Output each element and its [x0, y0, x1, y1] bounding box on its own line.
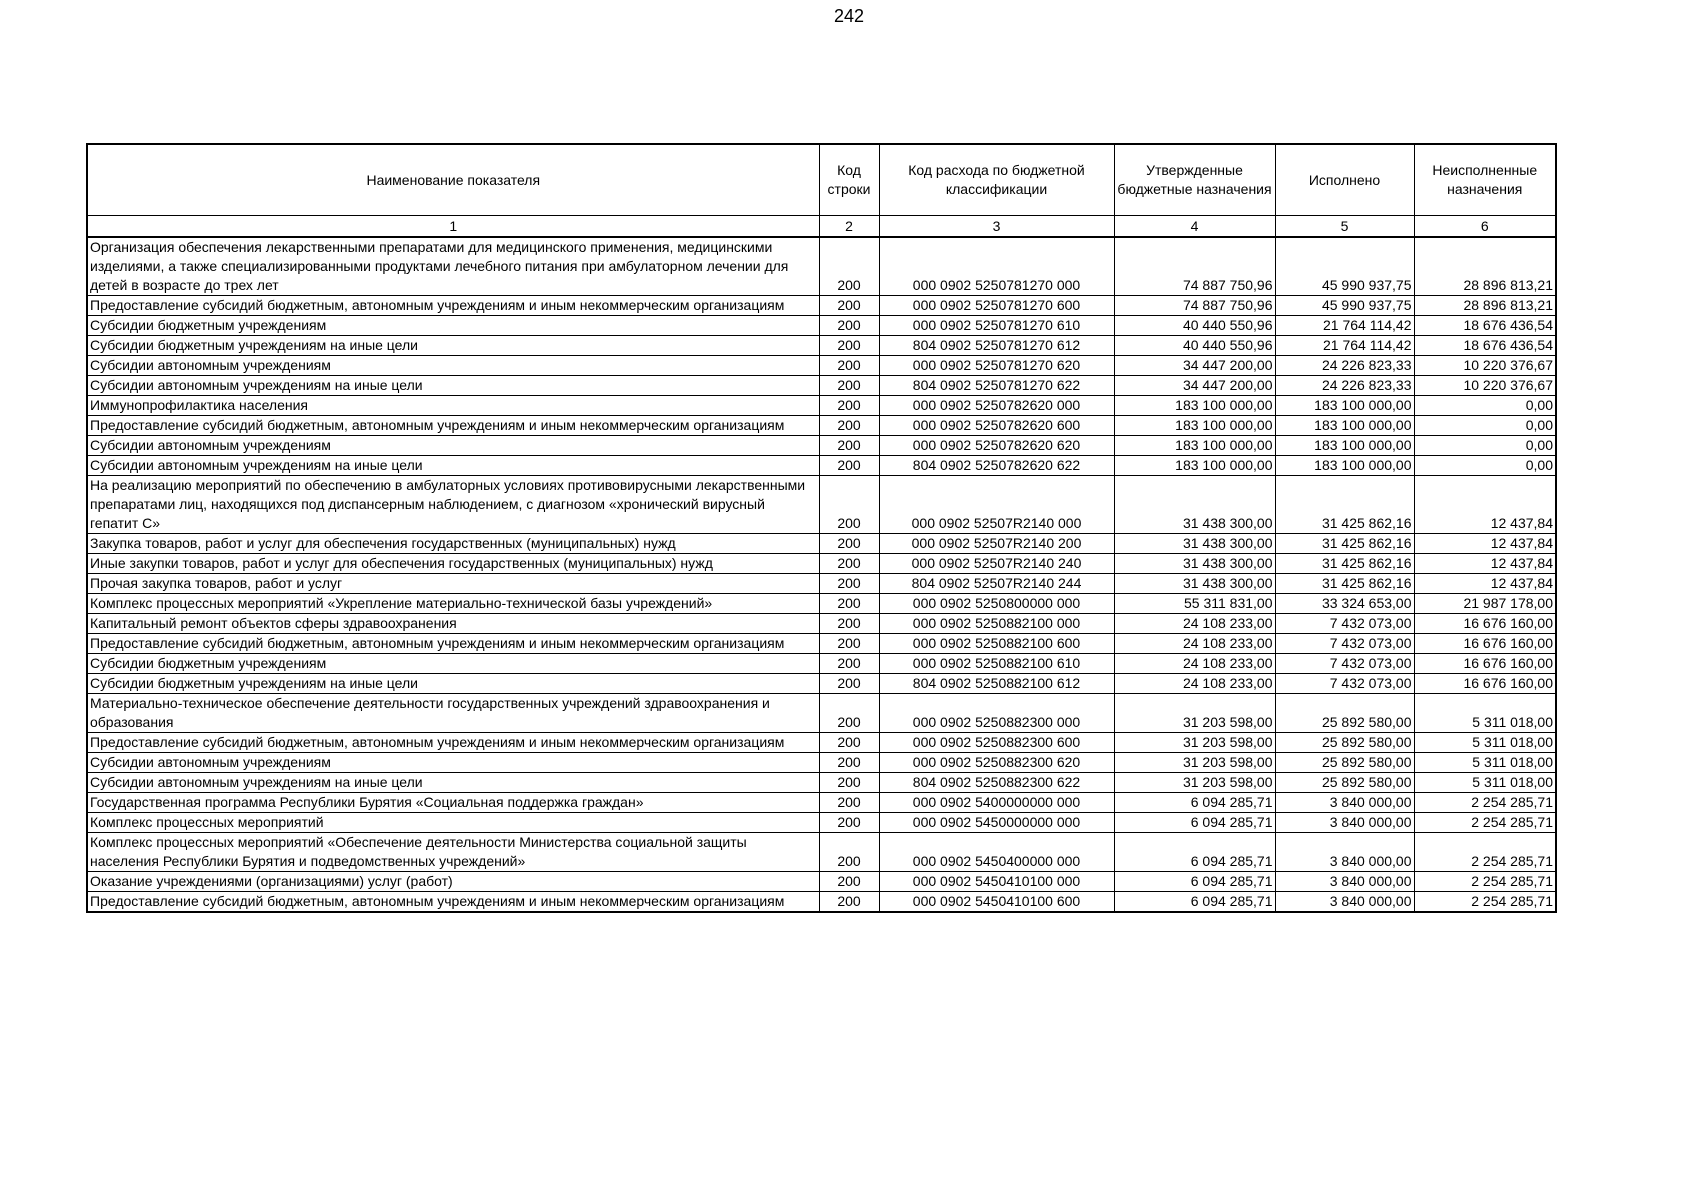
line-code-cell: 200 [819, 456, 879, 476]
approved-amount-cell: 74 887 750,96 [1114, 296, 1275, 316]
table-row [87, 634, 1556, 654]
executed-amount-cell: 7 432 073,00 [1275, 634, 1414, 654]
table-row [87, 534, 1556, 554]
approved-amount-cell: 183 100 000,00 [1114, 436, 1275, 456]
table-row [87, 356, 1556, 376]
approved-amount-cell: 183 100 000,00 [1114, 396, 1275, 416]
line-code-cell: 200 [819, 813, 879, 833]
approved-amount-cell: 31 438 300,00 [1114, 476, 1275, 534]
column-number: 1 [87, 216, 819, 238]
unexecuted-amount-cell: 2 254 285,71 [1414, 813, 1556, 833]
indicator-name-cell: Субсидии бюджетным учреждениям на иные цели [87, 336, 819, 356]
executed-amount-cell: 31 425 862,16 [1275, 476, 1414, 534]
header-line-code: Код строки [819, 144, 879, 216]
indicator-name-cell: Комплекс процессных мероприятий «Обеспечение деятельности Министерства социальной защиты населения Республики Бурятия и подведомственных учреждений» [87, 833, 819, 872]
indicator-name-cell: Прочая закупка товаров, работ и услуг [87, 574, 819, 594]
table-row [87, 872, 1556, 892]
table-row [87, 654, 1556, 674]
line-code-cell: 200 [819, 872, 879, 892]
line-code-cell: 200 [819, 436, 879, 456]
table-row [87, 733, 1556, 753]
approved-amount-cell: 31 203 598,00 [1114, 773, 1275, 793]
unexecuted-amount-cell: 5 311 018,00 [1414, 773, 1556, 793]
table-body [87, 237, 1556, 912]
column-number: 4 [1114, 216, 1275, 238]
header-unexecuted: Неисполненные назначения [1414, 144, 1556, 216]
table-row [87, 336, 1556, 356]
column-number: 5 [1275, 216, 1414, 238]
approved-amount-cell: 31 203 598,00 [1114, 753, 1275, 773]
indicator-name-cell: Субсидии автономным учреждениям [87, 753, 819, 773]
indicator-name-cell: Субсидии бюджетным учреждениям [87, 654, 819, 674]
table-row [87, 396, 1556, 416]
column-number: 2 [819, 216, 879, 238]
executed-amount-cell: 7 432 073,00 [1275, 614, 1414, 634]
header-numbers-row [87, 216, 1556, 238]
indicator-name-cell: Субсидии автономным учреждениям на иные цели [87, 456, 819, 476]
header-expense-code: Код расхода по бюджетной классификации [879, 144, 1114, 216]
unexecuted-amount-cell: 0,00 [1414, 416, 1556, 436]
line-code-cell: 200 [819, 654, 879, 674]
approved-amount-cell: 6 094 285,71 [1114, 872, 1275, 892]
approved-amount-cell: 31 438 300,00 [1114, 574, 1275, 594]
budget-execution-table [86, 143, 1557, 913]
table-row [87, 892, 1556, 913]
line-code-cell: 200 [819, 356, 879, 376]
approved-amount-cell: 24 108 233,00 [1114, 614, 1275, 634]
line-code-cell: 200 [819, 753, 879, 773]
approved-amount-cell: 31 203 598,00 [1114, 733, 1275, 753]
column-number: 6 [1414, 216, 1556, 238]
expense-code-cell: 000 0902 5250781270 000 [879, 237, 1114, 296]
table-row [87, 833, 1556, 872]
table-row [87, 376, 1556, 396]
expense-code-cell: 000 0902 5250882300 000 [879, 694, 1114, 733]
executed-amount-cell: 25 892 580,00 [1275, 773, 1414, 793]
approved-amount-cell: 183 100 000,00 [1114, 416, 1275, 436]
unexecuted-amount-cell: 2 254 285,71 [1414, 793, 1556, 813]
indicator-name-cell: Иные закупки товаров, работ и услуг для обеспечения государственных (муниципальных) нужд [87, 554, 819, 574]
expense-code-cell: 000 0902 5250882300 620 [879, 753, 1114, 773]
table-row [87, 316, 1556, 336]
executed-amount-cell: 183 100 000,00 [1275, 436, 1414, 456]
expense-code-cell: 000 0902 5250781270 600 [879, 296, 1114, 316]
executed-amount-cell: 24 226 823,33 [1275, 376, 1414, 396]
expense-code-cell: 000 0902 5250781270 620 [879, 356, 1114, 376]
approved-amount-cell: 24 108 233,00 [1114, 674, 1275, 694]
unexecuted-amount-cell: 12 437,84 [1414, 574, 1556, 594]
page-number: 242 [833, 6, 865, 26]
executed-amount-cell: 25 892 580,00 [1275, 733, 1414, 753]
table-row [87, 594, 1556, 614]
approved-amount-cell: 34 447 200,00 [1114, 376, 1275, 396]
indicator-name-cell: Предоставление субсидий бюджетным, автономным учреждениям и иным некоммерческим организациям [87, 634, 819, 654]
approved-amount-cell: 24 108 233,00 [1114, 654, 1275, 674]
approved-amount-cell: 40 440 550,96 [1114, 336, 1275, 356]
table-row [87, 554, 1556, 574]
line-code-cell: 200 [819, 574, 879, 594]
expense-code-cell: 804 0902 52507R2140 244 [879, 574, 1114, 594]
approved-amount-cell: 183 100 000,00 [1114, 456, 1275, 476]
header-executed: Исполнено [1275, 144, 1414, 216]
line-code-cell: 200 [819, 296, 879, 316]
unexecuted-amount-cell: 16 676 160,00 [1414, 654, 1556, 674]
executed-amount-cell: 31 425 862,16 [1275, 554, 1414, 574]
executed-amount-cell: 25 892 580,00 [1275, 694, 1414, 733]
expense-code-cell: 000 0902 5250882300 600 [879, 733, 1114, 753]
executed-amount-cell: 3 840 000,00 [1275, 892, 1414, 913]
indicator-name-cell: Предоставление субсидий бюджетным, автономным учреждениям и иным некоммерческим организациям [87, 416, 819, 436]
table-row [87, 793, 1556, 813]
line-code-cell: 200 [819, 793, 879, 813]
approved-amount-cell: 55 311 831,00 [1114, 594, 1275, 614]
executed-amount-cell: 7 432 073,00 [1275, 674, 1414, 694]
line-code-cell: 200 [819, 237, 879, 296]
executed-amount-cell: 183 100 000,00 [1275, 456, 1414, 476]
expense-code-cell: 000 0902 5450410100 600 [879, 892, 1114, 913]
table-row [87, 773, 1556, 793]
expense-code-cell: 000 0902 5450410100 000 [879, 872, 1114, 892]
unexecuted-amount-cell: 18 676 436,54 [1414, 316, 1556, 336]
line-code-cell: 200 [819, 476, 879, 534]
approved-amount-cell: 6 094 285,71 [1114, 813, 1275, 833]
indicator-name-cell: Иммунопрофилактика населения [87, 396, 819, 416]
expense-code-cell: 000 0902 5400000000 000 [879, 793, 1114, 813]
approved-amount-cell: 6 094 285,71 [1114, 892, 1275, 913]
unexecuted-amount-cell: 0,00 [1414, 396, 1556, 416]
table-row [87, 436, 1556, 456]
executed-amount-cell: 31 425 862,16 [1275, 534, 1414, 554]
unexecuted-amount-cell: 5 311 018,00 [1414, 753, 1556, 773]
table-row [87, 694, 1556, 733]
approved-amount-cell: 40 440 550,96 [1114, 316, 1275, 336]
unexecuted-amount-cell: 0,00 [1414, 436, 1556, 456]
unexecuted-amount-cell: 12 437,84 [1414, 534, 1556, 554]
expense-code-cell: 000 0902 5250882100 600 [879, 634, 1114, 654]
approved-amount-cell: 31 438 300,00 [1114, 554, 1275, 574]
unexecuted-amount-cell: 2 254 285,71 [1414, 833, 1556, 872]
executed-amount-cell: 31 425 862,16 [1275, 574, 1414, 594]
indicator-name-cell: На реализацию мероприятий по обеспечению в амбулаторных условиях противовирусными лекарственными препаратами лиц, находящихся под диспансерным наблюдением, с диагнозом «хронический вирусный гепатит С» [87, 476, 819, 534]
indicator-name-cell: Субсидии автономным учреждениям на иные цели [87, 773, 819, 793]
unexecuted-amount-cell: 0,00 [1414, 456, 1556, 476]
expense-code-cell: 000 0902 52507R2140 240 [879, 554, 1114, 574]
table-row [87, 456, 1556, 476]
indicator-name-cell: Государственная программа Республики Бурятия «Социальная поддержка граждан» [87, 793, 819, 813]
table-row [87, 674, 1556, 694]
executed-amount-cell: 3 840 000,00 [1275, 833, 1414, 872]
indicator-name-cell: Предоставление субсидий бюджетным, автономным учреждениям и иным некоммерческим организациям [87, 733, 819, 753]
executed-amount-cell: 24 226 823,33 [1275, 356, 1414, 376]
column-number: 3 [879, 216, 1114, 238]
executed-amount-cell: 3 840 000,00 [1275, 872, 1414, 892]
line-code-cell: 200 [819, 773, 879, 793]
header-approved: Утвержденные бюджетные назначения [1114, 144, 1275, 216]
header-indicator-name: Наименование показателя [87, 144, 819, 216]
unexecuted-amount-cell: 12 437,84 [1414, 554, 1556, 574]
expense-code-cell: 000 0902 5250781270 610 [879, 316, 1114, 336]
line-code-cell: 200 [819, 316, 879, 336]
line-code-cell: 200 [819, 634, 879, 654]
indicator-name-cell: Субсидии автономным учреждениям на иные цели [87, 376, 819, 396]
indicator-name-cell: Субсидии автономным учреждениям [87, 436, 819, 456]
executed-amount-cell: 45 990 937,75 [1275, 237, 1414, 296]
table-row [87, 237, 1556, 296]
approved-amount-cell: 34 447 200,00 [1114, 356, 1275, 376]
unexecuted-amount-cell: 18 676 436,54 [1414, 336, 1556, 356]
executed-amount-cell: 183 100 000,00 [1275, 416, 1414, 436]
approved-amount-cell: 74 887 750,96 [1114, 237, 1275, 296]
table-row [87, 296, 1556, 316]
line-code-cell: 200 [819, 694, 879, 733]
expense-code-cell: 000 0902 5450400000 000 [879, 833, 1114, 872]
table-row [87, 574, 1556, 594]
indicator-name-cell: Организация обеспечения лекарственными препаратами для медицинского применения, медицинскими изделиями, а также специализированными продуктами лечебного питания при амбулаторном лечении для детей в возрасте до трех лет [87, 237, 819, 296]
indicator-name-cell: Материально-техническое обеспечение деятельности государственных учреждений здравоохранения и образования [87, 694, 819, 733]
unexecuted-amount-cell: 16 676 160,00 [1414, 674, 1556, 694]
executed-amount-cell: 3 840 000,00 [1275, 793, 1414, 813]
indicator-name-cell: Закупка товаров, работ и услуг для обеспечения государственных (муниципальных) нужд [87, 534, 819, 554]
table-row [87, 416, 1556, 436]
unexecuted-amount-cell: 2 254 285,71 [1414, 892, 1556, 913]
line-code-cell: 200 [819, 594, 879, 614]
line-code-cell: 200 [819, 833, 879, 872]
indicator-name-cell: Капитальный ремонт объектов сферы здравоохранения [87, 614, 819, 634]
line-code-cell: 200 [819, 674, 879, 694]
table-row [87, 753, 1556, 773]
table-row [87, 614, 1556, 634]
line-code-cell: 200 [819, 733, 879, 753]
table-row [87, 813, 1556, 833]
indicator-name-cell: Комплекс процессных мероприятий «Укрепление материально-технической базы учреждений» [87, 594, 819, 614]
expense-code-cell: 000 0902 5250800000 000 [879, 594, 1114, 614]
indicator-name-cell: Предоставление субсидий бюджетным, автономным учреждениям и иным некоммерческим организациям [87, 296, 819, 316]
executed-amount-cell: 25 892 580,00 [1275, 753, 1414, 773]
expense-code-cell: 804 0902 5250882300 622 [879, 773, 1114, 793]
expense-code-cell: 000 0902 52507R2140 000 [879, 476, 1114, 534]
executed-amount-cell: 7 432 073,00 [1275, 654, 1414, 674]
line-code-cell: 200 [819, 396, 879, 416]
table-row [87, 476, 1556, 534]
approved-amount-cell: 24 108 233,00 [1114, 634, 1275, 654]
line-code-cell: 200 [819, 614, 879, 634]
expense-code-cell: 000 0902 52507R2140 200 [879, 534, 1114, 554]
approved-amount-cell: 31 203 598,00 [1114, 694, 1275, 733]
header-labels-row [87, 144, 1556, 216]
indicator-name-cell: Оказание учреждениями (организациями) услуг (работ) [87, 872, 819, 892]
approved-amount-cell: 31 438 300,00 [1114, 534, 1275, 554]
unexecuted-amount-cell: 2 254 285,71 [1414, 872, 1556, 892]
expense-code-cell: 804 0902 5250882100 612 [879, 674, 1114, 694]
expense-code-cell: 000 0902 5250782620 000 [879, 396, 1114, 416]
indicator-name-cell: Субсидии автономным учреждениям [87, 356, 819, 376]
expense-code-cell: 000 0902 5250782620 620 [879, 436, 1114, 456]
executed-amount-cell: 45 990 937,75 [1275, 296, 1414, 316]
expense-code-cell: 000 0902 5450000000 000 [879, 813, 1114, 833]
expense-code-cell: 000 0902 5250782620 600 [879, 416, 1114, 436]
table-header [87, 144, 1556, 237]
indicator-name-cell: Комплекс процессных мероприятий [87, 813, 819, 833]
approved-amount-cell: 6 094 285,71 [1114, 833, 1275, 872]
unexecuted-amount-cell: 16 676 160,00 [1414, 634, 1556, 654]
unexecuted-amount-cell: 12 437,84 [1414, 476, 1556, 534]
unexecuted-amount-cell: 10 220 376,67 [1414, 356, 1556, 376]
line-code-cell: 200 [819, 376, 879, 396]
unexecuted-amount-cell: 28 896 813,21 [1414, 237, 1556, 296]
line-code-cell: 200 [819, 416, 879, 436]
indicator-name-cell: Предоставление субсидий бюджетным, автономным учреждениям и иным некоммерческим организациям [87, 892, 819, 913]
indicator-name-cell: Субсидии бюджетным учреждениям [87, 316, 819, 336]
unexecuted-amount-cell: 5 311 018,00 [1414, 694, 1556, 733]
executed-amount-cell: 3 840 000,00 [1275, 813, 1414, 833]
expense-code-cell: 804 0902 5250782620 622 [879, 456, 1114, 476]
unexecuted-amount-cell: 10 220 376,67 [1414, 376, 1556, 396]
line-code-cell: 200 [819, 336, 879, 356]
expense-code-cell: 804 0902 5250781270 612 [879, 336, 1114, 356]
unexecuted-amount-cell: 16 676 160,00 [1414, 614, 1556, 634]
expense-code-cell: 000 0902 5250882100 000 [879, 614, 1114, 634]
line-code-cell: 200 [819, 534, 879, 554]
executed-amount-cell: 21 764 114,42 [1275, 336, 1414, 356]
unexecuted-amount-cell: 28 896 813,21 [1414, 296, 1556, 316]
executed-amount-cell: 21 764 114,42 [1275, 316, 1414, 336]
executed-amount-cell: 183 100 000,00 [1275, 396, 1414, 416]
approved-amount-cell: 6 094 285,71 [1114, 793, 1275, 813]
line-code-cell: 200 [819, 892, 879, 913]
line-code-cell: 200 [819, 554, 879, 574]
executed-amount-cell: 33 324 653,00 [1275, 594, 1414, 614]
unexecuted-amount-cell: 5 311 018,00 [1414, 733, 1556, 753]
indicator-name-cell: Субсидии бюджетным учреждениям на иные цели [87, 674, 819, 694]
expense-code-cell: 804 0902 5250781270 622 [879, 376, 1114, 396]
expense-code-cell: 000 0902 5250882100 610 [879, 654, 1114, 674]
unexecuted-amount-cell: 21 987 178,00 [1414, 594, 1556, 614]
